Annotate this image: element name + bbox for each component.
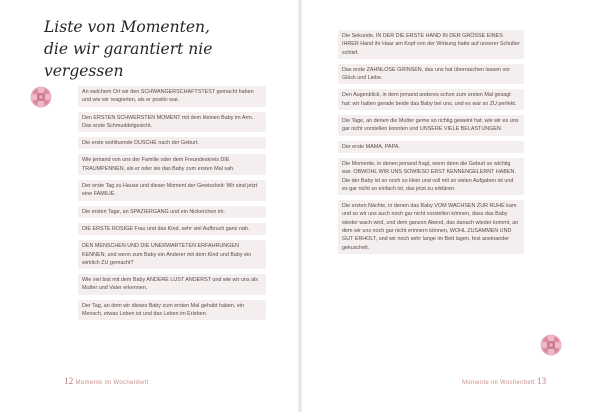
list-item: Die Sekunde, IN DER DIE ERSTE HAND IN DER GRÖSSE EINES IHRER Hand ihr Haar am Kopf von der Wirkung hatte auf unserer Schulter schlief. (338, 30, 524, 59)
list-item: Der erste Tag zu Hause und dieser Moment der Gewissheit: Wir sind jetzt eine FAMILIE. (78, 180, 266, 201)
moments-list-left (78, 86, 266, 325)
list-item: Die Momente, in denen jemand fragt, wenn denn die Geburt so wichtig war. OBWOHL WIR UNS SOWIESO ERST KENNENGELERNT HABEN. Die der Baby ist so noch so klein und voll mit so vielen Aufgaben ist und es gar nicht so einfach ist, das jetzt zu erklären. (338, 158, 524, 195)
list-item: Wie viel bist mit dem Baby ANDERE LUST ANDERST und wie wir uns als Mutter und Vater erkennen. (78, 274, 266, 295)
page-title (44, 16, 284, 82)
title-line-1: Liste von Momenten, (44, 18, 210, 36)
flower-icon (28, 84, 54, 110)
list-item: DIE ERSTE ROSIGE Frau und das Kind, sehr viel Aufbruch ganz nah. (78, 223, 266, 235)
list-item: Die erste wohltuende DUSCHE nach der Geburt. (78, 137, 266, 149)
list-item: Das erste ZAHNLOSE GRINSEN, das uns hat überraschen lassen vor Glück und Liebe. (338, 64, 524, 85)
footer-label: Momente im Wochenbett (75, 380, 149, 386)
page-number: 13 (536, 376, 547, 386)
left-footer (64, 376, 148, 386)
list-item: DEN MENSCHEN UND DIE UNERWARTETEN ERFAHRUNGEN KENNEN, und wenn zum Baby ein Anderer mit dem Kind und Baby ein wirklich ZU gemacht? (78, 240, 266, 269)
title-line-2: die wir garantiert nie vergessen (44, 40, 213, 80)
list-item: Der Tag, an dem wir dieses Baby zum ersten Mal gehabt haben, ein Mensch, etwas Leben ist und das Leben im Erleben. (78, 300, 266, 321)
footer-label: Momente im Wochenbett (462, 380, 535, 386)
list-item: Wie jemand von uns der Familie oder dem Freundeskreis DIE TRAUMPENNEN, als er oder sie das Baby zum ersten Mal sah. (78, 154, 266, 175)
list-item: An welchem Ort wir den SCHWANGERSCHAFTSTEST gemacht haben und wie wir reagierten, als er positiv war. (78, 86, 266, 107)
list-item: Der erste MAMA, PAPA. (338, 141, 524, 153)
moments-list-right (338, 30, 524, 259)
list-item: Die Tage, an denen die Mutter gerne so richtig geweint hat, wie wir es uns gar nicht vorstellen konnten und UNSERE VIELE BELASTUNGEN. (338, 115, 524, 136)
list-item: Den ERSTEN SCHWERSTEN MOMENT mit dem kleinen Baby im Arm. Das erste Schmuddelgesicht. (78, 112, 266, 133)
list-item: Den Augenblick, in dem jemand anderes schon zum ersten Mal gesagt hat: wir hatten gerade beide das Baby bei uns, und es war so ZU perfekt. (338, 89, 524, 110)
page-number: 12 (64, 376, 74, 386)
flower-icon (538, 332, 564, 358)
list-item: Die ersten Nächte, in denen das Baby VOM WACHSEN ZUR RUHE kam und so wir uns auch noch gar nicht vorstellen können, dass das Baby wieder wach wird, und dem ganzen Abend, das danach wieder kommt, an dem wir uns noch gar nicht erinnern können, WOHL ZUSAMMEN UND GUT ERHOLT, und wir noch sehr lange im Bett lagen, fest aneinander gekuschelt. (338, 200, 524, 254)
list-item: Die ersten Tage, an SPAZIERGANG und ein Nickerchen im. (78, 206, 266, 218)
right-footer (462, 376, 546, 386)
